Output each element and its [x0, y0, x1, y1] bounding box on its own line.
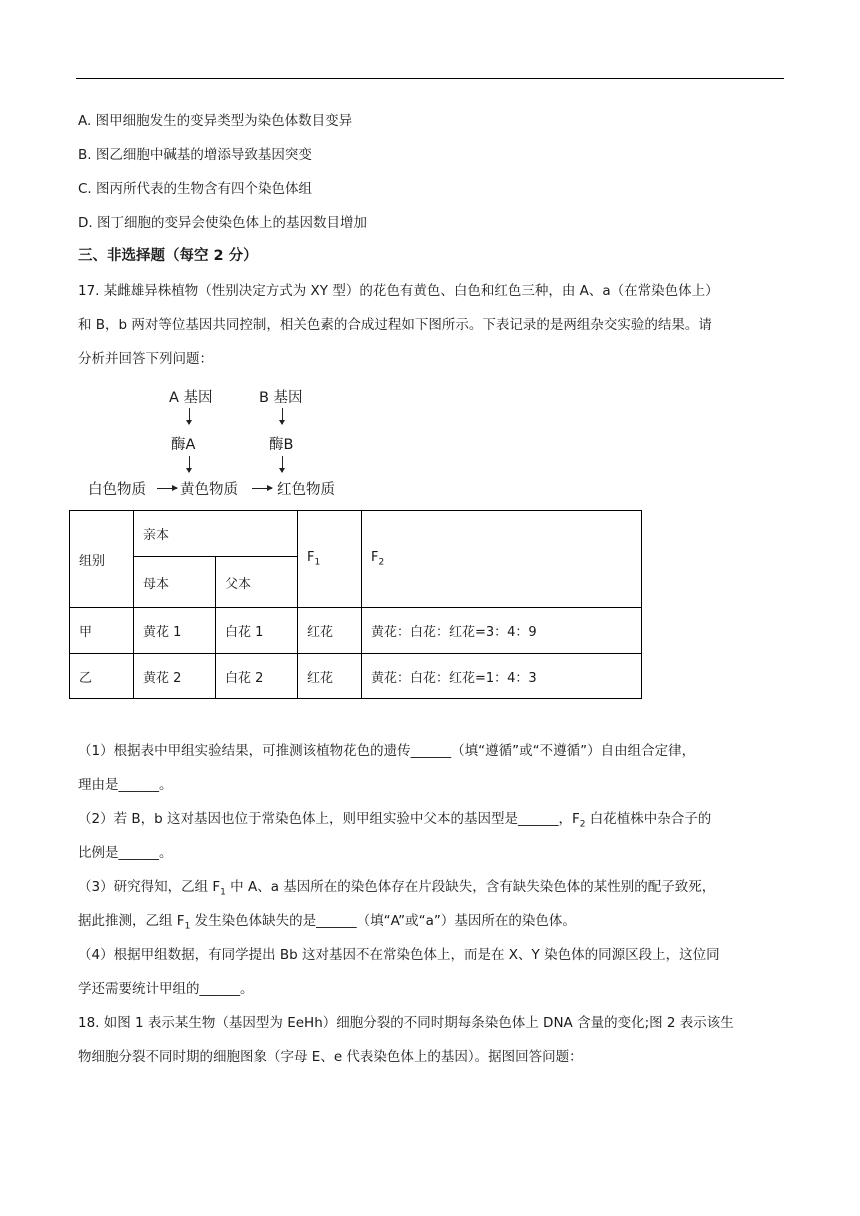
mother-header: 母本	[134, 557, 216, 608]
q17-sub-4-line-2: 学还需要统计甲组的______。	[78, 981, 254, 997]
f1-header: $F_1$	[298, 511, 362, 608]
row-f2: 黄花：白花：红花=3：4：9	[362, 608, 642, 654]
option-b: B. 图乙细胞中碱基的增添导致基因突变	[78, 147, 312, 163]
enzyme-a-label: 酶A	[171, 437, 196, 453]
arrow-down-icon	[189, 456, 190, 472]
section-heading: 三、非选择题（每空 2 分）	[78, 248, 258, 264]
row-group: 乙	[70, 654, 134, 699]
arrow-right-icon	[252, 488, 272, 489]
row-group: 甲	[70, 608, 134, 654]
q17-text-line-2: 和 B，b 两对等位基因共同控制，相关色素的合成过程如下图所示。下表记录的是两组杂交实验的结果。请	[78, 317, 712, 333]
q17-sub-1-line-2: 理由是______。	[78, 777, 173, 793]
q17-sub-4-line-1: （4）根据甲组数据，有同学提出 Bb 这对基因不在常染色体上，而是在 X、Y 染色体的同源区段上，这位同	[78, 947, 720, 963]
q18-text-line-1: 18. 如图 1 表示某生物（基因型为 EeHh）细胞分裂的不同时期每条染色体上 DNA 含量的变化;图 2 表示该生	[78, 1015, 734, 1031]
q17-text-line-3: 分析并回答下列问题：	[78, 351, 213, 367]
q17-text-line-1: 17. 某雌雄异株植物（性别决定方式为 XY 型）的花色有黄色、白色和红色三种，由 A、a（在常染色体上）	[78, 283, 719, 299]
yellow-substance-label: 黄色物质	[180, 482, 238, 498]
cross-results-table	[69, 510, 642, 699]
row-f1: 红花	[298, 654, 362, 699]
option-a: A. 图甲细胞发生的变异类型为染色体数目变异	[78, 113, 353, 129]
option-d: D. 图丁细胞的变异会使染色体上的基因数目增加	[78, 215, 367, 231]
enzyme-b-label: 酶B	[269, 437, 294, 453]
table-row	[70, 654, 642, 699]
arrow-down-icon	[282, 408, 283, 424]
option-c: C. 图丙所代表的生物含有四个染色体组	[78, 181, 313, 197]
parent-header: 亲本	[134, 511, 298, 557]
f2-header: $F_2$	[362, 511, 642, 608]
father-header: 父本	[216, 557, 298, 608]
row-f1: 红花	[298, 608, 362, 654]
q18-text-line-2: 物细胞分裂不同时期的细胞图象（字母 E、e 代表染色体上的基因）。据图回答问题：	[78, 1049, 583, 1065]
arrow-down-icon	[189, 408, 190, 424]
red-substance-label: 红色物质	[277, 482, 335, 498]
arrow-right-icon	[157, 488, 177, 489]
row-mother: 黄花 1	[134, 608, 216, 654]
gene-a-label: A 基因	[169, 390, 213, 406]
table-row	[70, 608, 642, 654]
row-mother: 黄花 2	[134, 654, 216, 699]
arrow-down-icon	[282, 456, 283, 472]
row-father: 白花 1	[216, 608, 298, 654]
q17-sub-3-line-2: 据此推测，乙组 $F_1$ 发生染色体缺失的是______（填“A”或“a”）基因所在的染色体。	[78, 913, 576, 932]
q17-sub-2-line-1: （2）若 B，b 这对基因也位于常染色体上，则甲组实验中父本的基因型是______，$F_2$ 白花植株中杂合子的	[78, 811, 712, 830]
white-substance-label: 白色物质	[88, 482, 146, 498]
gene-b-label: B 基因	[259, 390, 303, 406]
q17-sub-2-line-2: 比例是______。	[78, 845, 173, 861]
header-rule	[76, 78, 784, 79]
row-father: 白花 2	[216, 654, 298, 699]
row-f2: 黄花：白花：红花=1：4：3	[362, 654, 642, 699]
q17-sub-1-line-1: （1）根据表中甲组实验结果，可推测该植物花色的遗传______（填“遵循”或“不遵循”）自由组合定律，	[78, 743, 696, 759]
group-header: 组别	[70, 511, 134, 608]
q17-sub-3-line-1: （3）研究得知，乙组 $F_1$ 中 A、a 基因所在的染色体存在片段缺失，含有缺失染色体的某性别的配子致死，	[78, 879, 716, 898]
